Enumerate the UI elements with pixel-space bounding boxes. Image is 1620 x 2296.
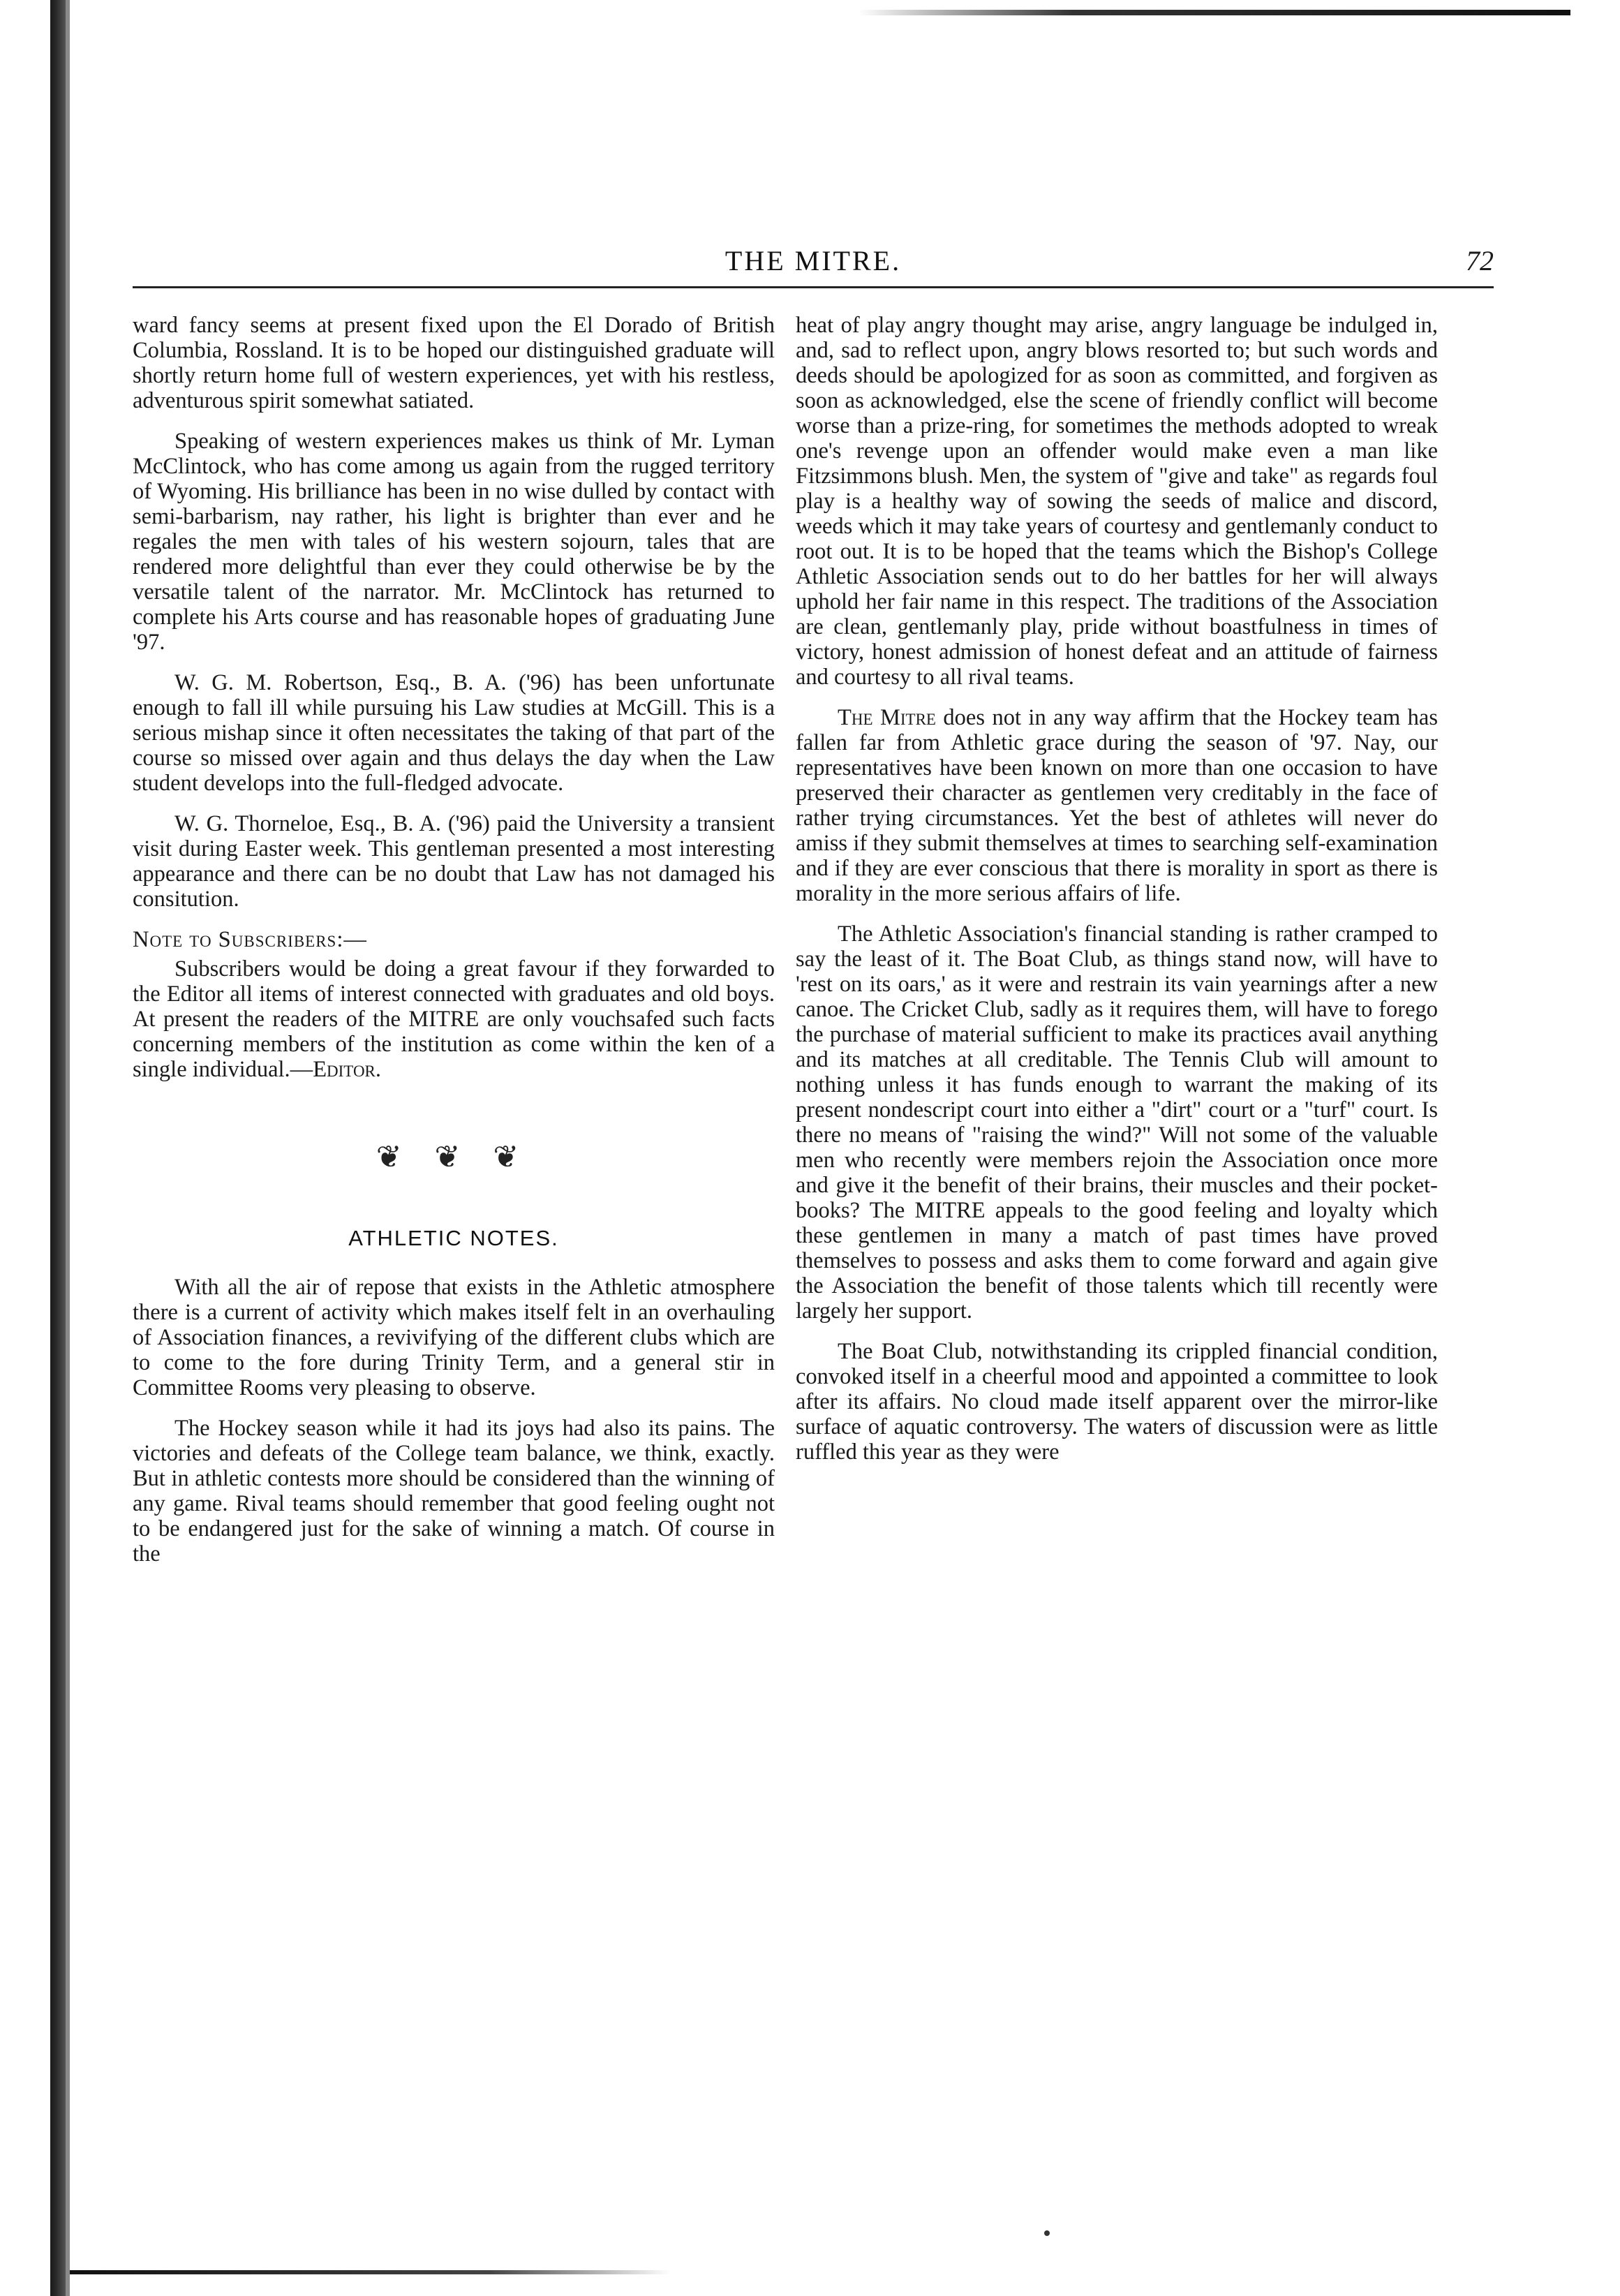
mitre-lead: The Mitre xyxy=(838,705,936,730)
top-edge-rule xyxy=(859,10,1570,15)
paragraph: The Athletic Association's financial standing is rather cramped to say the least of it. The Boat Club, as things stand now, will have to 'rest on its oars,' as it were and restrain its vain yearnings after a new canoe. The Cricket Club, sadly as it requires them, will have to forego the purchase of material sufficient to make its practices avail anything and its matches at all creditable. The Tennis Club will amount to nothing unless it has funds enough to warrant the making of its present nondescript court into either a "dirt" court or a "turf" court. Is there no means of "raising the wind?" Will not some of the valuable men who recently were members rejoin the Association once more and give it the benefit of their brains, their muscles and their pocket-books? The MITRE appeals to the good feeling and loyalty which these gentlemen in many a match of past times have proved themselves to possess and asks them to come forward and again give the Association the benefit of those talents which till recently were largely her support. xyxy=(796,921,1438,1324)
page-number: 72 xyxy=(1466,245,1494,276)
editor-signature: Editor. xyxy=(313,1057,382,1082)
paragraph: W. G. M. Robertson, Esq., B. A. ('96) has been unfortunate enough to fall ill while pursuing his Law studies at McGill. This is a serious mishap since it often necessitates the taking of that part of the course so missed over again and thus delays the day when the Law student develops into the full-fledged advocate. xyxy=(133,670,775,796)
note-label: Note to Subscribers:— xyxy=(133,927,367,952)
binding-shadow xyxy=(66,0,70,2296)
paragraph xyxy=(796,705,1438,906)
fleuron-ornament: ❦ ❦ ❦ xyxy=(376,1140,532,1174)
paragraph-text: does not in any way affirm that the Hockey team has fallen far from Athletic grace during the season of '97. Nay, our representatives have been known on more than one occasion to have preserved their character as gentlemen very creditably in the face of rather trying circumstances. Yet the best of athletes will never do amiss if they submit themselves at times to searching self-examination and if they are ever conscious that there is morality in sport as there is morality in the more serious affairs of life. xyxy=(796,705,1438,906)
running-head xyxy=(133,244,1494,288)
paragraph: The Hockey season while it had its joys had also its pains. The victories and defeats of the College team balance, we think, exactly. But in athletic contests more should be considered than the winning of any game. Rival teams should remember that good feeling ought not to be endangered just for the sake of winning a match. Of course in the xyxy=(133,1416,775,1567)
paragraph: The Boat Club, notwithstanding its crippled financial condition, convoked itself in a cheerful mood and appointed a committee to look after its affairs. No cloud made itself apparent over the mirror-like surface of aquatic controversy. The waters of discussion were as little ruffled this year as they were xyxy=(796,1339,1438,1465)
paragraph: Speaking of western experiences makes us think of Mr. Lyman McClintock, who has come among us again from the rugged territory of Wyoming. His brilliance has been in no wise dulled by contact with semi-barbarism, nay rather, his light is brighter than ever and he regales the men with tales of his western sojourn, tales that are rendered more delightful than ever they could otherwise be by the versatile talent of the narrator. Mr. McClintock has returned to complete his Arts course and has reasonable hopes of graduating June '97. xyxy=(133,429,775,655)
bottom-edge-rule xyxy=(70,2270,670,2274)
paragraph xyxy=(133,956,775,1082)
section-heading: ATHLETIC NOTES. xyxy=(348,1226,559,1250)
paragraph: ward fancy seems at present fixed upon the El Dorado of British Columbia, Rossland. It is to be hoped our distinguished graduate will shortly return home full of western experiences, yet with his restless, adventurous spirit somewhat satiated. xyxy=(133,313,775,413)
paragraph: W. G. Thorneloe, Esq., B. A. ('96) paid the University a transient visit during Easter week. This gentleman presented a most interesting appearance and there can be no doubt that Law has not damaged his consitution. xyxy=(133,811,775,912)
stray-mark xyxy=(1044,2230,1050,2236)
paragraph: heat of play angry thought may arise, angry language be indulged in, and, sad to reflect upon, angry blows resorted to; but such words and deeds should be apologized for as soon as committed, and forgiven as soon as acknowledged, else the scene of friendly conflict will become worse than a prize-ring, for sometimes the methods adopted to wreak one's revenge upon an offender would make even a man like Fitzsimmons blush. Men, the system of "give and take" as regards foul play is a healthy way of sowing the seeds of malice and discord, weeds which it may take years of courtesy and gentlemanly conduct to root out. It is to be hoped that the teams which the Bishop's College Athletic Association sends out to do her battles for her will always uphold her fair name in this respect. The traditions of the Association are clean, gentlemanly play, pride without boastfulness in times of victory, honest admission of honest defeat and an attitude of fairness and courtesy to all rival teams. xyxy=(796,313,1438,690)
binding-edge xyxy=(50,0,66,2296)
journal-title: THE MITRE. xyxy=(724,245,902,276)
note-text: Subscribers would be doing a great favour if they forwarded to the Editor all items of interest connected with graduates and old boys. At present the readers of the MITRE are only vouchsafed such facts concerning members of the institution as come within the ken of a single individual.— xyxy=(133,956,775,1082)
paragraph: With all the air of repose that exists in the Athletic atmosphere there is a current of activity which makes itself felt in an overhauling of Association finances, a revivifying of the different clubs which are to come to the fore during Trinity Term, and a general stir in Committee Rooms very pleasing to observe. xyxy=(133,1275,775,1400)
right-column xyxy=(796,313,1438,1480)
left-column xyxy=(133,313,775,1582)
